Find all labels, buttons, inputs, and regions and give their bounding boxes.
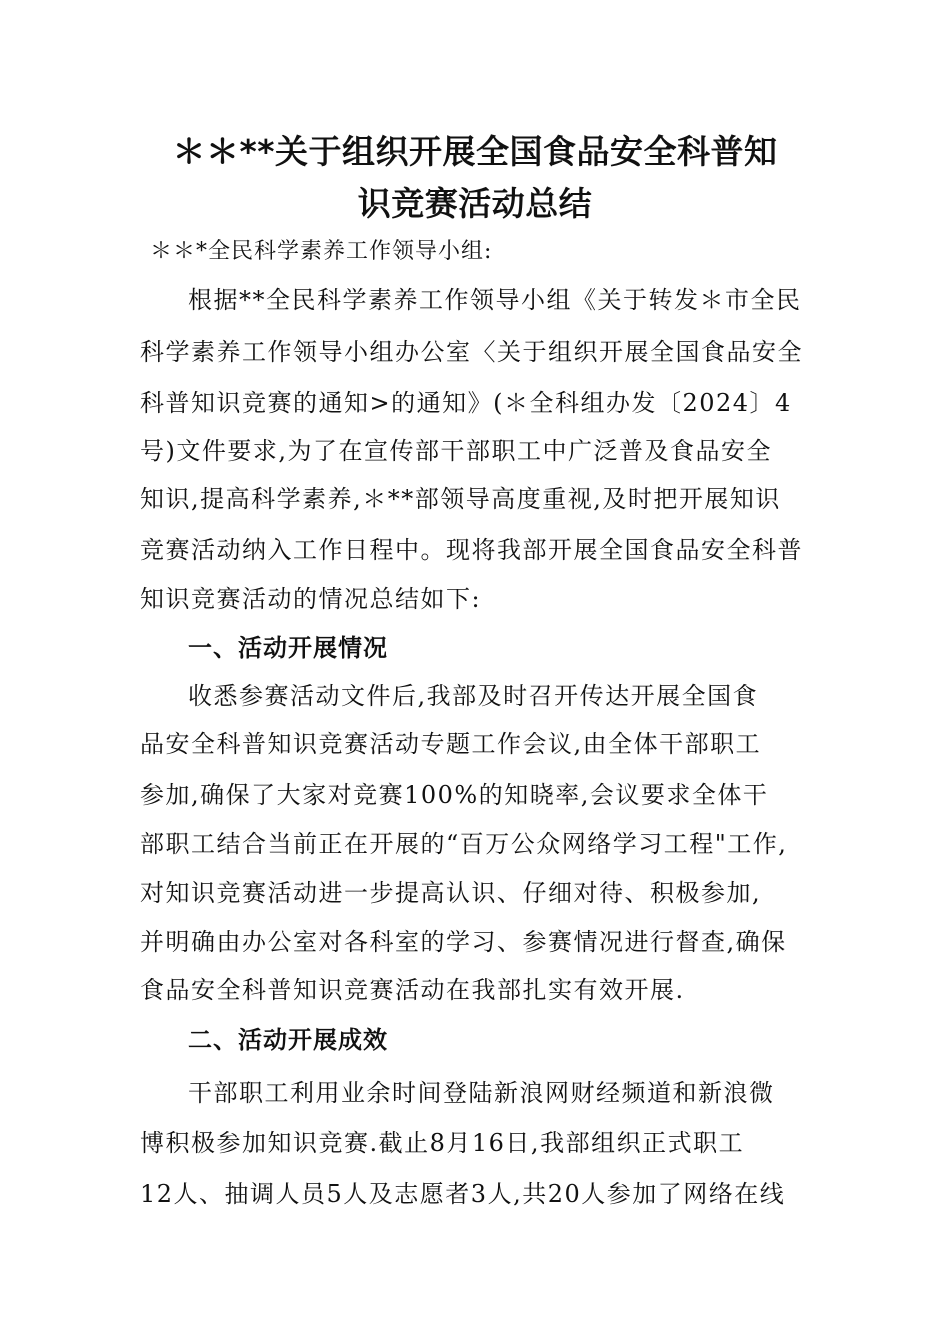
paragraph-line: 食品安全科普知识竞赛活动在我部扎实有效开展. xyxy=(140,976,685,1004)
paragraph-line: 竞赛活动纳入工作日程中。现将我部开展全国食品安全科普 xyxy=(140,536,803,564)
document-title-line-1: ＊＊**关于组织开展全国食品安全科普知 xyxy=(172,132,778,171)
paragraph-line: 部职工结合当前正在开展的“百万公众网络学习工程"工作, xyxy=(140,830,788,858)
paragraph-line: 知识竞赛活动的情况总结如下: xyxy=(140,585,482,613)
paragraph-line: 对知识竞赛活动进一步提高认识、仔细对待、积极参加, xyxy=(140,879,762,907)
paragraph-line: 干部职工利用业余时间登陆新浪网财经频道和新浪微 xyxy=(188,1079,775,1107)
section-heading-1: 一、活动开展情况 xyxy=(188,634,388,662)
paragraph-line: 科普知识竞赛的通知>的通知》(＊全科组办发〔2024〕4 xyxy=(140,389,792,417)
paragraph-line: 知识,提高科学素养,＊**部领导高度重视,及时把开展知识 xyxy=(140,485,781,513)
paragraph-line: 收悉参赛活动文件后,我部及时召开传达开展全国食 xyxy=(188,682,759,710)
paragraph-line: 参加,确保了大家对竞赛100%的知晓率,会议要求全体干 xyxy=(140,781,769,809)
paragraph-line: 品安全科普知识竞赛活动专题工作会议,由全体干部职工 xyxy=(140,730,762,758)
paragraph-line: 科学素养工作领导小组办公室〈关于组织开展全国食品安全 xyxy=(140,338,803,366)
paragraph-line: 并明确由办公室对各科室的学习、参赛情况进行督查,确保 xyxy=(140,928,787,956)
paragraph-line: 12人、抽调人员5人及志愿者3人,共20人参加了网络在线 xyxy=(140,1180,786,1208)
paragraph-line: 博积极参加知识竞赛.截止8月16日,我部组织正式职工 xyxy=(140,1129,745,1157)
paragraph-line: 根据**全民科学素养工作领导小组《关于转发＊市全民 xyxy=(188,286,802,314)
section-heading-2: 二、活动开展成效 xyxy=(188,1026,388,1054)
paragraph-line: 号)文件要求,为了在宣传部干部职工中广泛普及食品安全 xyxy=(140,437,772,465)
document-title-line-2: 识竞赛活动总结 xyxy=(357,184,593,223)
salutation: ＊＊*全民科学素养工作领导小组: xyxy=(150,239,493,264)
